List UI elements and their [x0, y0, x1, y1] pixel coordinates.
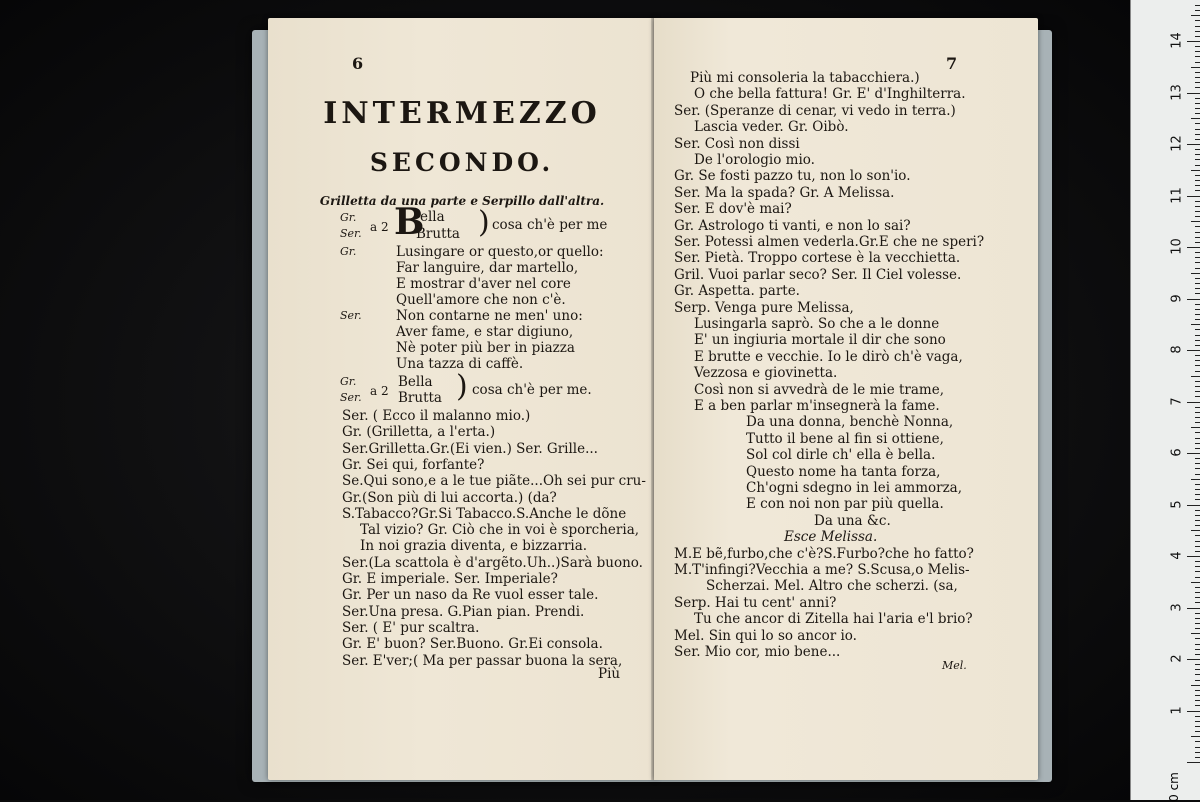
ruler-tick — [1195, 700, 1200, 701]
ruler-tick — [1195, 638, 1200, 639]
right-text-line: Gr. Aspetta. parte. — [674, 283, 800, 300]
a2-top-speaker-1: Gr. — [340, 211, 357, 224]
right-text-line: E' un ingiuria mortale il dir che sono — [694, 332, 946, 349]
dialog-line: S.Tabacco?Gr.Si Tabacco.S.Anche le dõne — [342, 505, 627, 522]
ruler-tick — [1195, 535, 1200, 536]
ruler-tick — [1187, 144, 1200, 145]
ruler-tick — [1195, 123, 1200, 124]
verse-line: Nè poter più ber in piazza — [396, 340, 575, 356]
ruler-tick — [1187, 247, 1200, 248]
ruler-tick — [1195, 165, 1200, 166]
ruler-tick — [1195, 288, 1200, 289]
right-text-line: Sol col dirle ch' ella è bella. — [746, 447, 936, 464]
a2-top-speaker-2: Ser. — [340, 227, 362, 240]
right-text-line: Serp. Venga pure Melissa, — [674, 299, 854, 316]
ruler-tick — [1195, 592, 1200, 593]
dialog-line: In noi grazia diventa, e bizzarria. — [360, 538, 588, 555]
ruler-number: 11 — [1169, 186, 1185, 204]
ruler-tick — [1195, 525, 1200, 526]
ruler-tick — [1195, 262, 1200, 263]
ruler-tick — [1195, 613, 1200, 614]
ruler-tick — [1195, 206, 1200, 207]
ruler-tick — [1191, 427, 1200, 428]
a2-bottom-speaker-2: Ser. — [340, 391, 362, 404]
ruler-tick — [1191, 685, 1200, 686]
ruler-number: 2 — [1169, 654, 1185, 663]
right-page — [654, 18, 1038, 780]
ruler-number: 13 — [1169, 83, 1185, 101]
right-text-line: Esce Melissa. — [784, 529, 878, 546]
ruler-tick — [1195, 20, 1200, 21]
a2-top-text: cosa ch'è per me — [492, 217, 608, 233]
ruler-tick — [1195, 422, 1200, 423]
right-text-line: Così non si avvedrà de le mie trame, — [694, 381, 944, 398]
dialog-line: Gr.(Son più di lui accorta.) (da? — [342, 489, 557, 506]
a2-bottom-word-1: Bella — [398, 374, 433, 390]
right-text-line: Lusingarla saprò. So che a le donne — [694, 316, 940, 332]
ruler-tick — [1195, 283, 1200, 284]
right-text-line: De l'orologio mio. — [694, 152, 815, 168]
right-text-line: Ser. (Speranze di cenar, vi vedo in terra.) — [674, 102, 956, 119]
ruler-tick — [1195, 412, 1200, 413]
ruler-tick — [1195, 391, 1200, 392]
right-text-line: Gr. Se fosti pazzo tu, non lo son'io. — [674, 168, 911, 185]
ruler-tick — [1195, 5, 1200, 6]
ruler-number: 12 — [1169, 135, 1185, 152]
ruler-number: 5 — [1169, 499, 1185, 509]
ruler-tick — [1195, 443, 1200, 444]
ruler-tick — [1191, 530, 1200, 531]
ruler-tick — [1195, 87, 1200, 88]
right-text-line: M.T'infingi?Vecchia a me? S.Scusa,o Melis- — [674, 562, 970, 578]
ruler-tick — [1195, 242, 1200, 243]
verse-line: Una tazza di caffè. — [396, 356, 524, 372]
ruler-tick — [1187, 196, 1200, 197]
verse-speaker: Ser. — [340, 309, 362, 322]
ruler-tick — [1195, 335, 1200, 336]
ruler-tick — [1195, 438, 1200, 439]
ruler-tick — [1191, 736, 1200, 737]
ruler-tick — [1187, 556, 1200, 557]
ruler-tick — [1195, 113, 1200, 114]
ruler-tick — [1187, 350, 1200, 351]
a2-top-word-2: Brutta — [416, 226, 460, 242]
verse-line: Non contarne ne men' uno: — [396, 308, 583, 324]
right-text-line: M.E bẽ,furbo,che c'è?S.Furbo?che ho fatto? — [674, 545, 974, 562]
ruler-tick — [1195, 396, 1200, 397]
ruler-tick — [1195, 355, 1200, 356]
dialog-line: Se.Qui sono,e a le tue piãte...Oh sei pur cru- — [342, 473, 646, 490]
a2-bottom-word-2: Brutta — [398, 390, 442, 406]
ruler-tick — [1195, 304, 1200, 305]
ruler-tick — [1195, 185, 1200, 186]
ruler-tick — [1195, 628, 1200, 629]
ruler-tick — [1195, 577, 1200, 578]
ruler-tick — [1195, 232, 1200, 233]
ruler-tick — [1195, 726, 1200, 727]
ruler-tick — [1195, 618, 1200, 619]
right-text-line: Ser. Ma la spada? Gr. A Melissa. — [674, 184, 895, 201]
ruler-tick — [1195, 98, 1200, 99]
ruler-tick — [1195, 644, 1200, 645]
ruler-tick — [1195, 705, 1200, 706]
dialog-line: Ser.(La scattola è d'argẽto.Uh..)Sarà buono. — [342, 554, 643, 571]
ruler-tick — [1195, 56, 1200, 57]
ruler-tick — [1195, 268, 1200, 269]
ruler-tick — [1195, 695, 1200, 696]
ruler-tick — [1195, 571, 1200, 572]
dialog-line: Ser. E'ver;( Ma per passar buona la sera, — [342, 652, 623, 669]
ruler-tick — [1191, 633, 1200, 634]
ruler-tick — [1195, 26, 1200, 27]
dialog-line: Ser. ( E' pur scaltra. — [342, 619, 480, 636]
ruler-tick — [1187, 93, 1200, 94]
ruler-number: 8 — [1169, 345, 1185, 354]
ruler-tick — [1195, 587, 1200, 588]
ruler-number: 10 — [1169, 238, 1185, 255]
ruler-tick — [1195, 649, 1200, 650]
ruler-tick — [1195, 474, 1200, 475]
verse-speaker: Gr. — [340, 245, 357, 258]
ruler-unit-label: 0 cm — [1167, 772, 1182, 802]
right-text-line: Ser. Così non dissi — [674, 135, 800, 152]
right-text-line: Ch'ogni sdegno in lei ammorza, — [746, 480, 963, 496]
ruler-tick — [1195, 654, 1200, 655]
verse-line: Far languire, dar martello, — [396, 260, 579, 276]
right-text-line: Ser. Potessi almen vederla.Gr.E che ne speri? — [674, 234, 985, 250]
right-text-line: Lascia veder. Gr. Oibò. — [694, 119, 849, 136]
ruler-tick — [1195, 46, 1200, 47]
ruler-tick — [1195, 175, 1200, 176]
ruler-tick — [1187, 711, 1200, 712]
ruler-tick — [1195, 309, 1200, 310]
ruler-tick — [1195, 463, 1200, 464]
ruler-tick — [1195, 669, 1200, 670]
dialog-line: Tal vizio? Gr. Ciò che in voi è sporcheria, — [360, 522, 640, 539]
ruler-tick — [1195, 360, 1200, 361]
dialog-line: Gr. (Grilletta, a l'erta.) — [342, 424, 496, 441]
right-catchword: Mel. — [942, 659, 967, 672]
ruler-tick — [1195, 541, 1200, 542]
ruler-tick — [1191, 324, 1200, 325]
ruler-tick — [1195, 757, 1200, 758]
right-text-line: Più mi consoleria la tabacchiera.) — [690, 70, 920, 86]
ruler-tick — [1195, 293, 1200, 294]
right-text-line: Tu che ancor di Zitella hai l'aria e'l brio? — [694, 611, 973, 628]
ruler-tick — [1195, 381, 1200, 382]
dialog-line: Ser.Grilletta.Gr.(Ei vien.) Ser. Grille... — [342, 440, 598, 457]
ruler-tick — [1191, 273, 1200, 274]
right-text-line: Da una donna, benchè Nonna, — [746, 414, 954, 431]
ruler-tick — [1195, 597, 1200, 598]
right-text-line: Da una &c. — [814, 512, 891, 529]
ruler-tick — [1187, 299, 1200, 300]
ruler-tick — [1195, 278, 1200, 279]
ruler-tick — [1195, 36, 1200, 37]
ruler-tick — [1195, 371, 1200, 372]
verse-line: E mostrar d'aver nel core — [396, 276, 571, 292]
ruler-tick — [1195, 551, 1200, 552]
ruler-tick — [1195, 499, 1200, 500]
a2-top-marker: a 2 — [370, 220, 389, 234]
ruler-tick — [1195, 407, 1200, 408]
ruler-tick — [1195, 716, 1200, 717]
ruler-tick — [1195, 747, 1200, 748]
ruler-tick — [1195, 674, 1200, 675]
ruler-tick — [1195, 494, 1200, 495]
a2-bottom-text: cosa ch'è per me. — [472, 382, 592, 398]
ruler-tick — [1191, 376, 1200, 377]
ruler-tick — [1195, 329, 1200, 330]
right-text-line: Scherzai. Mel. Altro che scherzi. (sa, — [706, 578, 958, 595]
right-text-line: Tutto il bene al fin si ottiene, — [746, 430, 944, 447]
ruler-tick — [1195, 51, 1200, 52]
ruler-tick — [1187, 762, 1200, 763]
ruler-number: 4 — [1169, 551, 1185, 560]
ruler-tick — [1195, 134, 1200, 135]
ruler-tick — [1191, 67, 1200, 68]
ruler-tick — [1195, 515, 1200, 516]
verse-line: Aver fame, e star digiuno, — [396, 324, 574, 340]
ruler-number: 1 — [1169, 705, 1185, 715]
right-text-line: Questo nome ha tanta forza, — [746, 463, 941, 480]
a2-bottom-brace: ) — [456, 369, 468, 404]
right-text-line: Ser. Pietà. Troppo cortese è la vecchietta. — [674, 250, 961, 267]
ruler-tick — [1187, 659, 1200, 660]
verse-line: Lusingare or questo,or quello: — [396, 244, 604, 260]
left-catchword: Più — [598, 666, 621, 682]
ruler-tick — [1195, 432, 1200, 433]
ruler-tick — [1195, 314, 1200, 315]
a2-top-drop-cap: B — [394, 201, 425, 243]
ruler-tick — [1195, 149, 1200, 150]
measuring-ruler — [1130, 0, 1200, 800]
right-text-line: O che bella fattura! Gr. E' d'Inghilterra. — [694, 86, 966, 103]
ruler-tick — [1195, 386, 1200, 387]
ruler-tick — [1195, 520, 1200, 521]
ruler-tick — [1195, 546, 1200, 547]
ruler-tick — [1187, 453, 1200, 454]
verse-line: Quell'amore che non c'è. — [396, 292, 566, 308]
ruler-tick — [1195, 103, 1200, 104]
dialog-line: Gr. E imperiale. Ser. Imperiale? — [342, 571, 558, 587]
ruler-tick — [1187, 608, 1200, 609]
ruler-tick — [1195, 139, 1200, 140]
subtitle: Grilletta da una parte e Serpillo dall'altra. — [319, 194, 605, 208]
right-page-number: 7 — [946, 54, 958, 73]
a2-top-brace: ) — [478, 205, 490, 240]
a2-bottom-speaker-1: Gr. — [340, 375, 357, 388]
ruler-tick — [1191, 221, 1200, 222]
right-text-line: Ser. Mio cor, mio bene... — [674, 644, 841, 660]
ruler-tick — [1195, 154, 1200, 155]
ruler-number: 9 — [1169, 293, 1185, 303]
ruler-tick — [1195, 484, 1200, 485]
ruler-tick — [1195, 602, 1200, 603]
ruler-tick — [1195, 31, 1200, 32]
ruler-tick — [1195, 201, 1200, 202]
ruler-tick — [1195, 731, 1200, 732]
ruler-tick — [1195, 252, 1200, 253]
ruler-tick — [1187, 402, 1200, 403]
ruler-tick — [1195, 129, 1200, 130]
ruler-tick — [1195, 680, 1200, 681]
right-text-line: Serp. Hai tu cent' anni? — [674, 594, 837, 611]
right-text-line: Ser. E dov'è mai? — [674, 201, 792, 218]
ruler-tick — [1195, 690, 1200, 691]
title-intermezzo: INTERMEZZO — [323, 96, 601, 131]
ruler-tick — [1195, 566, 1200, 567]
ruler-tick — [1195, 82, 1200, 83]
ruler-tick — [1195, 623, 1200, 624]
ruler-tick — [1195, 237, 1200, 238]
dialog-line: Gr. Sei qui, forfante? — [342, 456, 485, 473]
ruler-tick — [1195, 721, 1200, 722]
dialog-line: Ser.Una presa. G.Pian pian. Prendi. — [342, 603, 585, 620]
dialog-line: Gr. Per un naso da Re vuol esser tale. — [342, 587, 599, 604]
ruler-tick — [1187, 41, 1200, 42]
ruler-tick — [1191, 582, 1200, 583]
right-text-line: Gril. Vuoi parlar seco? Ser. Il Ciel volesse. — [674, 266, 962, 283]
ruler-tick — [1195, 159, 1200, 160]
ruler-tick — [1195, 190, 1200, 191]
ruler-tick — [1195, 741, 1200, 742]
ruler-tick — [1195, 211, 1200, 212]
ruler-tick — [1191, 15, 1200, 16]
ruler-tick — [1195, 226, 1200, 227]
ruler-tick — [1195, 417, 1200, 418]
ruler-tick — [1195, 448, 1200, 449]
ruler-tick — [1195, 10, 1200, 11]
dialog-line: Ser. ( Ecco il malanno mio.) — [342, 408, 531, 424]
ruler-tick — [1195, 216, 1200, 217]
dialog-line: Gr. E' buon? Ser.Buono. Gr.Ei consola. — [342, 636, 603, 653]
ruler-tick — [1191, 479, 1200, 480]
ruler-number: 3 — [1169, 602, 1185, 612]
ruler-number: 6 — [1169, 448, 1185, 457]
right-text-line: E brutte e vecchie. Io le dirò ch'è vaga, — [694, 348, 963, 365]
ruler-tick — [1195, 561, 1200, 562]
left-page — [268, 18, 656, 780]
ruler-tick — [1195, 340, 1200, 341]
ruler-tick — [1195, 752, 1200, 753]
ruler-tick — [1195, 257, 1200, 258]
ruler-tick — [1191, 118, 1200, 119]
ruler-tick — [1195, 108, 1200, 109]
right-text-line: E a ben parlar m'insegnerà la fame. — [694, 398, 940, 414]
ruler-tick — [1195, 510, 1200, 511]
a2-top-word-1: ella — [420, 209, 445, 225]
left-page-number: 6 — [352, 54, 364, 73]
ruler-tick — [1195, 489, 1200, 490]
ruler-number: 7 — [1169, 396, 1185, 406]
title-secondo: SECONDO. — [369, 148, 555, 177]
ruler-tick — [1191, 170, 1200, 171]
right-text-line: Mel. Sin qui lo so ancor io. — [674, 627, 857, 644]
ruler-tick — [1195, 345, 1200, 346]
ruler-tick — [1195, 319, 1200, 320]
ruler-number: 14 — [1169, 32, 1185, 49]
ruler-tick — [1195, 365, 1200, 366]
ruler-tick — [1195, 72, 1200, 73]
ruler-tick — [1195, 77, 1200, 78]
ruler-tick — [1195, 468, 1200, 469]
ruler-tick — [1195, 458, 1200, 459]
right-text-line: E con noi non par più quella. — [746, 496, 944, 513]
ruler-tick — [1195, 180, 1200, 181]
ruler-tick — [1195, 664, 1200, 665]
ruler-tick — [1195, 62, 1200, 63]
a2-bottom-marker: a 2 — [370, 384, 389, 398]
ruler-tick — [1187, 505, 1200, 506]
right-text-line: Vezzosa e giovinetta. — [694, 365, 838, 382]
right-text-line: Gr. Astrologo ti vanti, e non lo sai? — [674, 217, 911, 234]
